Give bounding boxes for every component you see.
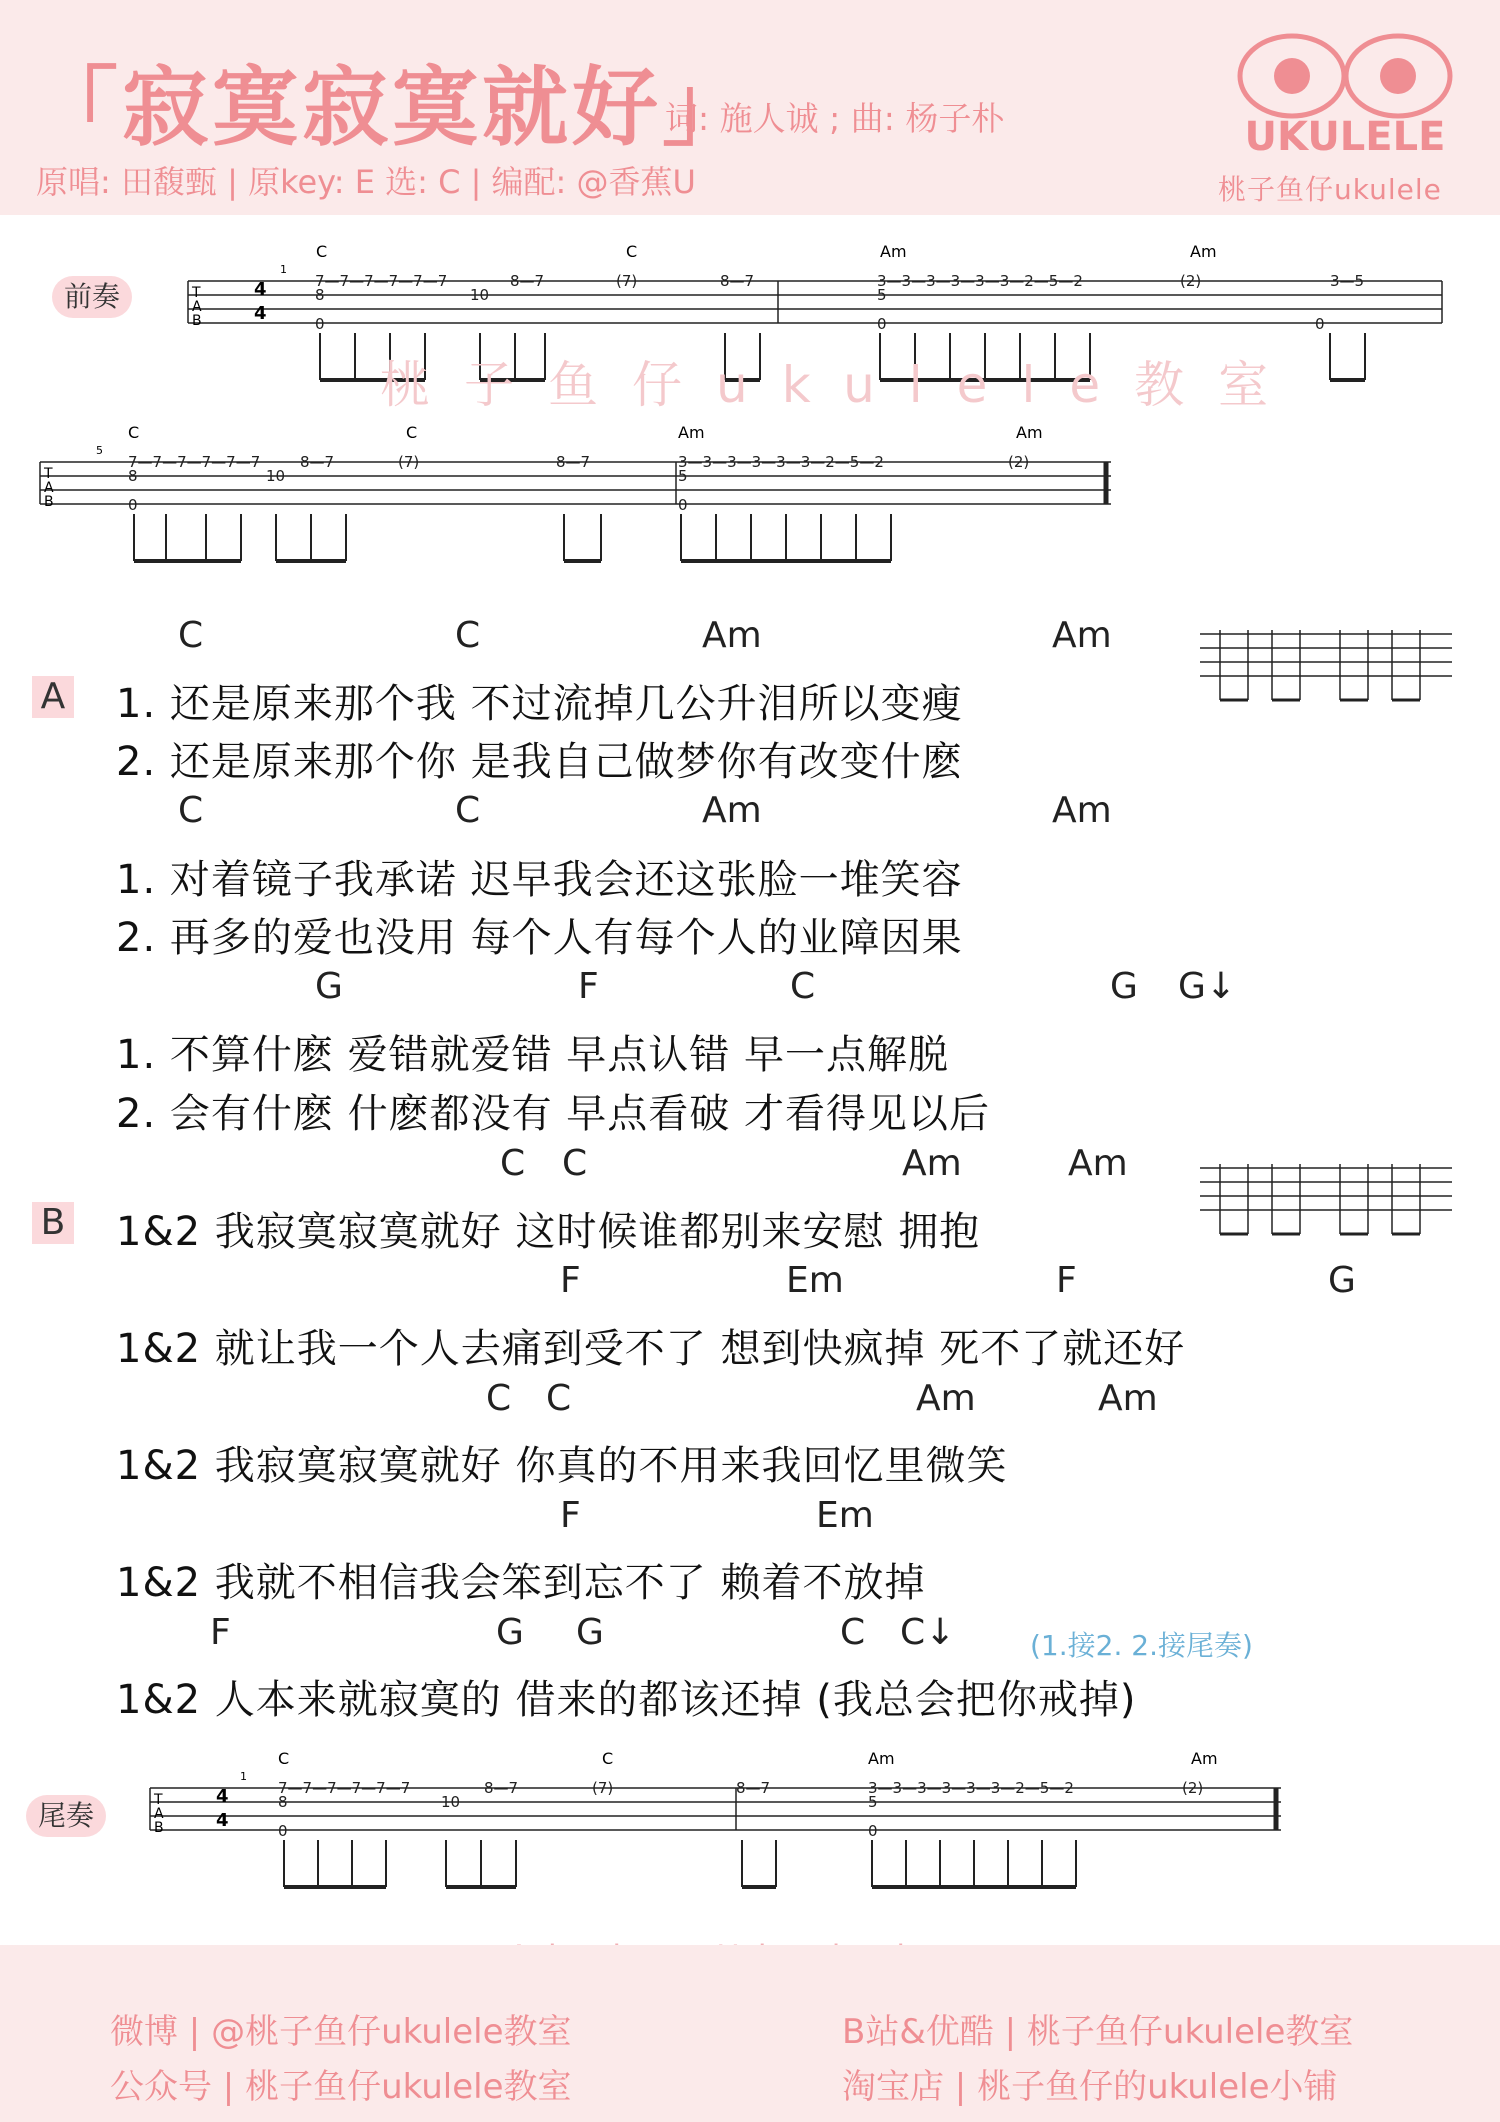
bar-number-5: 5 (96, 444, 103, 457)
lyric-line: 1&2 就让我一个人去痛到受不了 想到快疯掉 死不了就还好 (116, 1326, 1186, 1372)
chord: G (315, 966, 343, 1007)
intro-label: 前奏 (52, 276, 132, 318)
svg-text:0: 0 (315, 315, 325, 333)
bilibili-link[interactable]: B站&优酷 | 桃子鱼仔ukulele教室 (842, 2012, 1354, 2052)
chord: G (1328, 1260, 1356, 1301)
svg-text:A: A (44, 480, 54, 496)
svg-text:4: 4 (216, 1786, 229, 1807)
chord: G (576, 1612, 604, 1653)
svg-text:T: T (154, 1792, 163, 1808)
svg-text:0: 0 (128, 496, 138, 514)
lyric-line: 1. 对着镜子我承诺 迟早我会还这张脸一堆笑容 (116, 857, 963, 903)
chord: F (1056, 1260, 1077, 1301)
outro-chord-2: C (602, 1752, 614, 1768)
svg-text:7—7—7—7—7—7: 7—7—7—7—7—7 (278, 1779, 411, 1797)
chord: Am (1098, 1378, 1158, 1419)
svg-text:(2): (2) (1180, 272, 1202, 290)
lyric-line: 1&2 我就不相信我会笨到忘不了 赖着不放掉 (116, 1560, 926, 1606)
outro-chord-4: Am (1191, 1752, 1218, 1768)
section-b-label: B (32, 1202, 74, 1244)
intro-tab-line-2 (36, 426, 1126, 576)
taobao-link[interactable]: 淘宝店 | 桃子鱼仔的ukulele小铺 (842, 2067, 1338, 2107)
logo-caption: 桃子鱼仔ukulele (1218, 173, 1442, 206)
svg-text:(2): (2) (1008, 453, 1030, 471)
chord: Am (702, 790, 762, 831)
tab-string-t: T (192, 285, 201, 301)
chord: Am (1068, 1143, 1128, 1184)
svg-text:4: 4 (216, 1810, 229, 1831)
chord: Am (1052, 790, 1112, 831)
intro-watermark: 桃子鱼仔ukulele教室 (380, 356, 1303, 414)
chord: G (1110, 966, 1138, 1007)
svg-text:(7): (7) (592, 1779, 614, 1797)
chord: G↓ (1178, 966, 1237, 1007)
svg-text:8—7: 8—7 (720, 272, 755, 290)
lyric-line: 1. 还是原来那个我 不过流掉几公升泪所以变瘦 (116, 681, 963, 727)
svg-text:7—7—7—7—7—7: 7—7—7—7—7—7 (128, 453, 261, 471)
repeat-note: (1.接2. 2.接尾奏) (1030, 1629, 1253, 1662)
intro-chord-3: Am (880, 245, 907, 261)
svg-text:8—7: 8—7 (484, 1779, 519, 1797)
svg-text:8—7: 8—7 (736, 1779, 771, 1797)
svg-text:5: 5 (877, 286, 887, 304)
outro-chord-3: Am (868, 1752, 895, 1768)
bar-number: 1 (280, 263, 287, 276)
song-title: 「寂寞寂寞就好」 (32, 58, 752, 158)
section-a-label: A (32, 676, 74, 718)
svg-text:8: 8 (315, 286, 325, 304)
chord: Am (702, 615, 762, 656)
lyric-line: 2. 还是原来那个你 是我自己做梦你有改变什麽 (116, 739, 963, 785)
svg-text:0: 0 (877, 315, 887, 333)
intro-chord-2: C (626, 245, 638, 261)
outro-label: 尾奏 (26, 1795, 106, 1837)
svg-text:C: C (128, 426, 140, 442)
chord: C (178, 790, 204, 831)
svg-text:3—3—3—3—3—3—2—5—2: 3—3—3—3—3—3—2—5—2 (678, 453, 884, 471)
chord: Am (902, 1143, 962, 1184)
svg-text:(2): (2) (1182, 1779, 1204, 1797)
outro-tab-line (146, 1752, 1296, 1902)
svg-text:10: 10 (266, 467, 286, 485)
chord: C (455, 615, 481, 656)
chord: F (578, 966, 599, 1007)
peach-fish-logo-icon (1222, 28, 1468, 158)
svg-text:(7): (7) (616, 272, 638, 290)
svg-text:8—7: 8—7 (510, 272, 545, 290)
lyric-line: 2. 再多的爱也没用 每个人有每个人的业障因果 (116, 915, 963, 961)
lyric-line: 1&2 我寂寞寂寞就好 这时候谁都别来安慰 拥抱 (116, 1209, 981, 1255)
wechat-link[interactable]: 公众号 | 桃子鱼仔ukulele教室 (110, 2067, 572, 2107)
chord: C (178, 615, 204, 656)
outro-bar-number: 1 (240, 1770, 247, 1783)
chord: Em (816, 1495, 874, 1536)
chord: C (486, 1378, 512, 1419)
svg-text:8: 8 (278, 1793, 288, 1811)
svg-text:10: 10 (470, 286, 490, 304)
chord: C (840, 1612, 866, 1653)
lyric-line: 1&2 我寂寞寂寞就好 你真的不用来我回忆里微笑 (116, 1443, 1008, 1489)
svg-text:A: A (154, 1806, 164, 1822)
arrangement-info: 原唱: 田馥甄 | 原key: E 选: C | 编配: @香蕉U (36, 163, 696, 201)
strum-pattern-b (1200, 1162, 1452, 1244)
svg-text:3—3—3—3—3—3—2—5—2: 3—3—3—3—3—3—2—5—2 (877, 272, 1083, 290)
song-credits: 词: 施人诚 ; 曲: 杨子朴 (665, 99, 1005, 138)
svg-text:0: 0 (868, 1822, 878, 1840)
svg-text:3—3—3—3—3—3—2—5—2: 3—3—3—3—3—3—2—5—2 (868, 1779, 1074, 1797)
weibo-link[interactable]: 微博 | @桃子鱼仔ukulele教室 (110, 2012, 572, 2052)
intro-chord-4: Am (1190, 245, 1217, 261)
lyric-line: 2. 会有什麽 什麽都没有 早点看破 才看得见以后 (116, 1091, 991, 1137)
chord: C (455, 790, 481, 831)
svg-text:(7): (7) (398, 453, 420, 471)
intro-chord-1: C (316, 245, 328, 261)
chord: C (546, 1378, 572, 1419)
svg-text:0: 0 (1315, 315, 1325, 333)
tab-string-a: A (192, 299, 202, 315)
time-sig-bottom: 4 (254, 303, 267, 324)
chord: G (496, 1612, 524, 1653)
chord: Em (786, 1260, 844, 1301)
chord: Am (1052, 615, 1112, 656)
lyric-line: 1&2 人本来就寂寞的 借来的都该还掉 (我总会把你戒掉) (116, 1677, 1137, 1723)
chord: Am (916, 1378, 976, 1419)
chord: C (562, 1143, 588, 1184)
svg-text:0: 0 (278, 1822, 288, 1840)
svg-text:5: 5 (868, 1793, 878, 1811)
header-band (0, 0, 1500, 215)
chord: F (560, 1495, 581, 1536)
svg-text:10: 10 (441, 1793, 461, 1811)
outro-chord-1: C (278, 1752, 290, 1768)
chord: C↓ (900, 1612, 956, 1653)
svg-text:8: 8 (128, 467, 138, 485)
svg-text:3—5: 3—5 (1330, 272, 1365, 290)
logo-text: UKULELE (1244, 114, 1446, 158)
tab-string-b: B (192, 313, 202, 329)
svg-text:B: B (44, 494, 54, 510)
svg-text:Am: Am (678, 426, 705, 442)
svg-text:8—7: 8—7 (300, 453, 335, 471)
chord: C (790, 966, 816, 1007)
svg-text:0: 0 (678, 496, 688, 514)
svg-text:7—7—7—7—7—7: 7—7—7—7—7—7 (315, 272, 448, 290)
strum-pattern-a (1200, 628, 1452, 710)
time-sig-top: 4 (254, 279, 267, 300)
chord: F (210, 1612, 231, 1653)
svg-text:8—7: 8—7 (556, 453, 591, 471)
svg-text:C: C (406, 426, 418, 442)
chord: C (500, 1143, 526, 1184)
chord: F (560, 1260, 581, 1301)
svg-text:Am: Am (1016, 426, 1043, 442)
svg-text:5: 5 (678, 467, 688, 485)
lyric-line: 1. 不算什麽 爱错就爱错 早点认错 早一点解脱 (116, 1032, 950, 1078)
svg-text:T: T (44, 466, 53, 482)
svg-text:B: B (154, 1820, 164, 1836)
